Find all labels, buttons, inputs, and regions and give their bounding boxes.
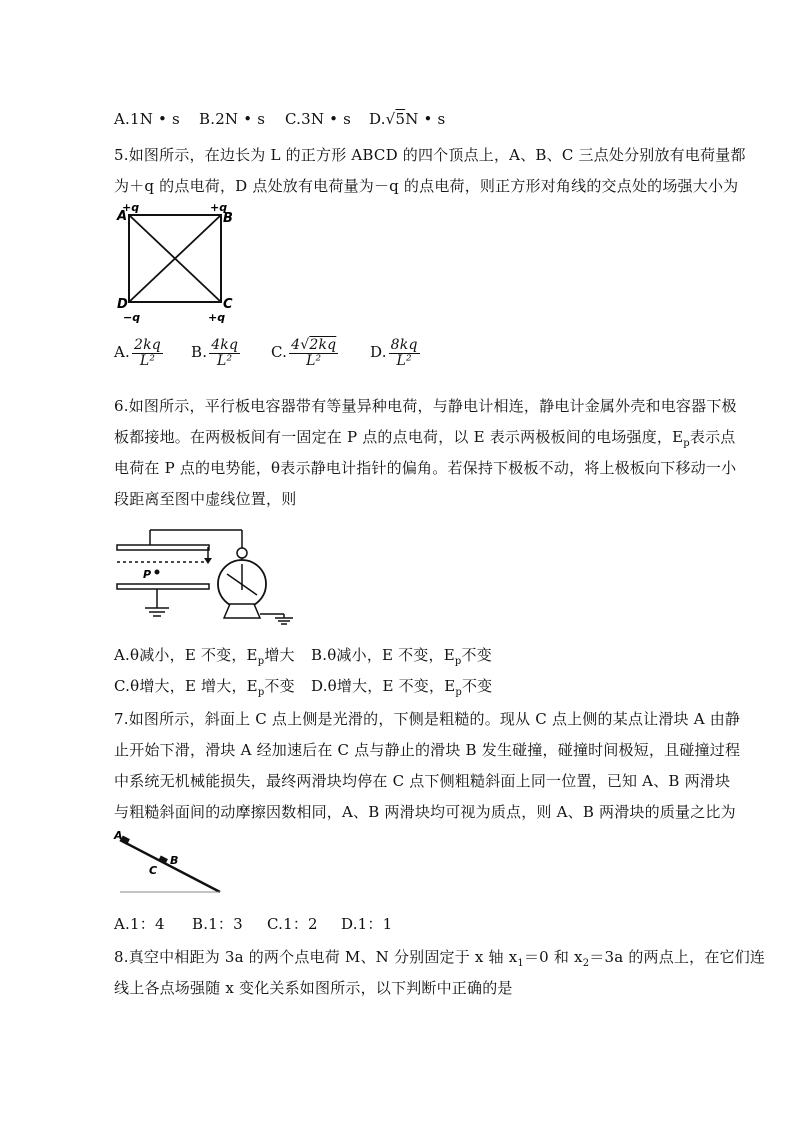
- q7-option-d: D.1：1: [341, 915, 393, 933]
- q7-option-c: C.1：2: [267, 915, 318, 933]
- lower-plate: [117, 584, 209, 589]
- q7-text-line-2: 止开始下滑，滑块 A 经加速后在 C 点与静止的滑块 B 发生碰撞，碰撞时间极短，且碰撞过程: [114, 741, 741, 759]
- label-c-charge: +q: [208, 311, 226, 324]
- q4-option-d: D.√5N • s: [369, 110, 446, 128]
- label-d: D: [117, 297, 128, 312]
- label-b: B: [223, 211, 233, 226]
- electrometer-knob: [237, 548, 247, 558]
- label-d-charge: −q: [123, 311, 141, 324]
- label-a-charge: +q: [122, 201, 140, 214]
- q4-options: [114, 110, 445, 128]
- q6-option-d: D.θ增大，E 不变，$E_p$不变: [311, 677, 493, 698]
- capacitor-electrometer-diagram: [112, 518, 302, 628]
- q8-text-line-2: 线上各点场强随 x 变化关系如图所示，以下判断中正确的是: [114, 979, 513, 997]
- label-b: B: [170, 854, 179, 867]
- q5-option-d: D. $\frac{8kq}{\text{L²}}$: [370, 337, 418, 369]
- q7-text-line-3: 中系统无机械能损失，最终两滑块均停在 C 点下侧粗糙斜面上同一位置，已知 A、B 两滑块: [114, 772, 731, 790]
- q5-option-c: C. $\frac{4√2kq}{\text{L²}}$: [271, 337, 337, 369]
- q7-text-line-4: 与粗糙斜面间的动摩擦因数相同，A、B 两滑块均可视为质点，则 A、B 两滑块的质量之比为: [114, 803, 736, 821]
- q7-option-a: A.1：4: [114, 915, 165, 933]
- label-a: A: [114, 829, 123, 842]
- electrometer-base: [224, 604, 260, 618]
- label-c: C: [149, 864, 158, 877]
- q5-text-line-1: 5.如图所示，在边长为 L 的正方形 ABCD 的四个顶点上，A、B、C 三点处分别放有电荷量都: [114, 146, 746, 164]
- label-c: C: [223, 297, 233, 312]
- point-p: [155, 570, 160, 575]
- label-b-charge: +q: [210, 201, 228, 214]
- q8-text-line-1: 8.真空中相距为 3a 的两个点电荷 M、N 分别固定于 x 轴 $x_1=0$ 和 $x_2=3a$ 的两点上，在它们连: [114, 948, 766, 969]
- q7-option-b: B.1：3: [192, 915, 243, 933]
- q7-text-line-1: 7.如图所示，斜面上 C 点上侧是光滑的，下侧是粗糙的。现从 C 点上侧的某点让滑块 A 由静: [114, 710, 741, 728]
- q4-option-a: A.1N • s: [114, 110, 180, 128]
- q6-option-c: C.θ增大，E 增大，$E_p$不变: [114, 677, 295, 698]
- q5-options: [114, 338, 420, 368]
- label-a: A: [117, 209, 128, 224]
- q7-options: [114, 913, 392, 934]
- q5-text-line-2: 为＋q 的点电荷，D 点处放有电荷量为－q 的点电荷，则正方形对角线的交点处的场强大小为: [114, 177, 739, 195]
- upper-plate: [117, 545, 209, 550]
- q5-option-b: B. $\frac{4kq}{\text{L²}}$: [191, 337, 239, 369]
- q5-option-a: A. $\frac{2kq}{\text{L²}}$: [114, 337, 161, 369]
- q6-text-line-2: 板都接地。在两极板间有一固定在 P 点的点电荷，以 E 表示两极板间的电场强度，$E_p$表示点: [114, 428, 736, 449]
- q6-text-line-4: 段距离至图中虚线位置，则: [114, 490, 297, 508]
- q6-text-line-3: 电荷在 P 点的电势能，θ表示静电计指针的偏角。若保持下极板不动，将上极板向下移动一小: [114, 459, 737, 477]
- label-p: P: [143, 568, 152, 581]
- q6-option-a: A.θ减小，E 不变，$E_p$增大: [114, 646, 295, 667]
- square-charge-diagram: [112, 200, 242, 325]
- incline-diagram: [112, 828, 227, 898]
- q4-option-b: B.2N • s: [199, 110, 266, 128]
- q4-option-c: C.3N • s: [285, 110, 352, 128]
- q6-text-line-1: 6.如图所示，平行板电容器带有等量异种电荷，与静电计相连，静电计金属外壳和电容器下极: [114, 397, 737, 415]
- q6-option-b: B.θ减小，E 不变，$E_p$不变: [311, 646, 492, 667]
- q6-options-row-2: [114, 675, 492, 698]
- q6-options-row-1: [114, 644, 492, 667]
